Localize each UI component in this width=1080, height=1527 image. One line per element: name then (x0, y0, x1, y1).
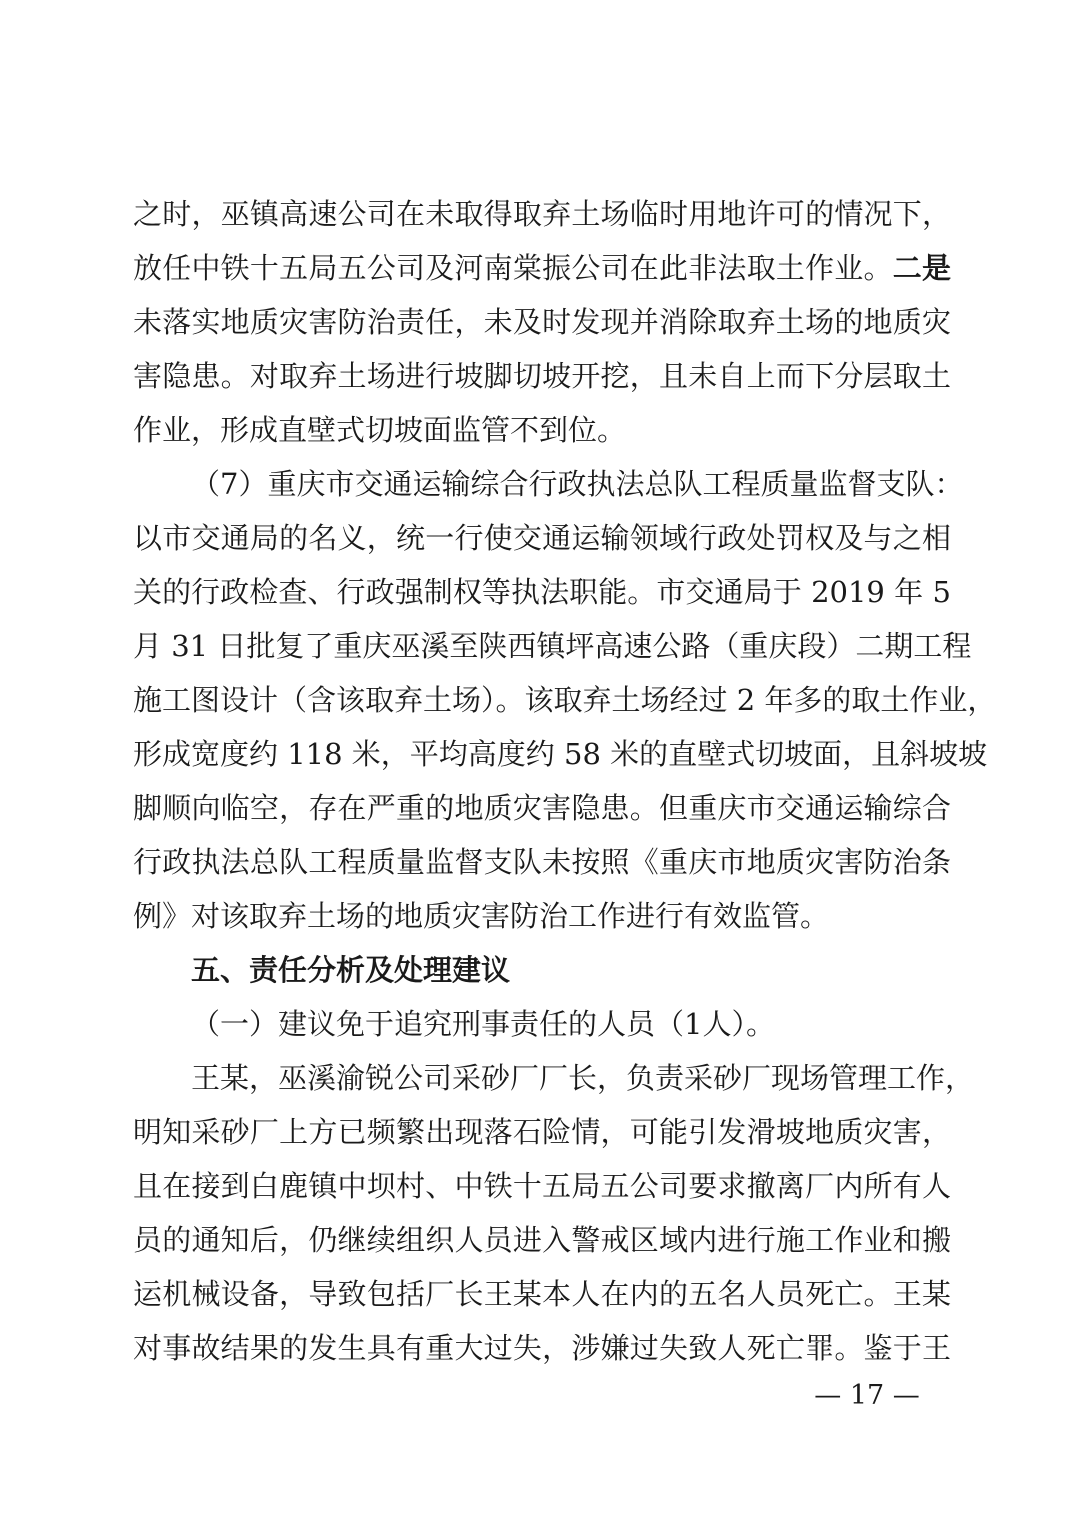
text-line: 对事故结果的发生具有重大过失，涉嫌过失致人死亡罪。鉴于王 (133, 1331, 951, 1365)
paragraph-2 (133, 457, 997, 943)
text-line: 月 31 日批复了重庆巫溪至陕西镇坪高速公路（重庆段）二期工程 (133, 629, 972, 663)
text-line: 行政执法总队工程质量监督支队未按照《重庆市地质灾害防治条 (133, 845, 951, 879)
text-line: 以市交通局的名义，统一行使交通运输领域行政处罚权及与之相 (133, 521, 951, 555)
text-line: 王某，巫溪渝锐公司采砂厂厂长，负责采砂厂现场管理工作， (191, 1061, 975, 1095)
paragraph-1 (133, 187, 951, 457)
heading-line: 五、责任分析及处理建议 (191, 953, 511, 987)
sub-heading (133, 997, 951, 1051)
paragraph-3 (133, 1051, 975, 1375)
text-line-with-emphasis (133, 241, 951, 295)
page-number: — 17 — (814, 1380, 920, 1411)
text-line: 作业，形成直壁式切坡面监管不到位。 (133, 413, 627, 447)
text-line: 关的行政检查、行政强制权等执法职能。市交通局于 2019 年 5 (133, 575, 951, 609)
heading-line: （一）建议免于追究刑事责任的人员（1人）。 (191, 1007, 775, 1041)
text-line: 员的通知后，仍继续组织人员进入警戒区域内进行施工作业和搬 (133, 1223, 951, 1257)
text-line: 形成宽度约 118 米，平均高度约 58 米的直壁式切坡面，且斜坡坡 (133, 737, 988, 771)
text-line: （7）重庆市交通运输综合行政执法总队工程质量监督支队： (191, 467, 964, 501)
text-line: 例》对该取弃土场的地质灾害防治工作进行有效监管。 (133, 899, 830, 933)
text-line: 害隐患。对取弃土场进行坡脚切坡开挖，且未自上而下分层取土 (133, 359, 951, 393)
text-line: 运机械设备，导致包括厂长王某本人在内的五名人员死亡。王某 (133, 1277, 951, 1311)
text-line: 施工图设计（含该取弃土场）。该取弃土场经过 2 年多的取土作业， (133, 683, 997, 717)
text-line: 明知采砂厂上方已频繁出现落石险情，可能引发滑坡地质灾害， (133, 1115, 951, 1149)
text-line: 未落实地质灾害防治责任，未及时发现并消除取弃土场的地质灾 (133, 305, 951, 339)
text-line: 脚顺向临空，存在严重的地质灾害隐患。但重庆市交通运输综合 (133, 791, 951, 825)
emphasis-label: 二是 (892, 251, 951, 285)
text-line: 之时，巫镇高速公司在未取得取弃土场临时用地许可的情况下， (133, 197, 951, 231)
text-line: 且在接到白鹿镇中坝村、中铁十五局五公司要求撤离厂内所有人 (133, 1169, 951, 1203)
section-heading (133, 943, 951, 997)
text-span: 放任中铁十五局五公司及河南棠振公司在此非法取土作业。 (133, 251, 893, 285)
